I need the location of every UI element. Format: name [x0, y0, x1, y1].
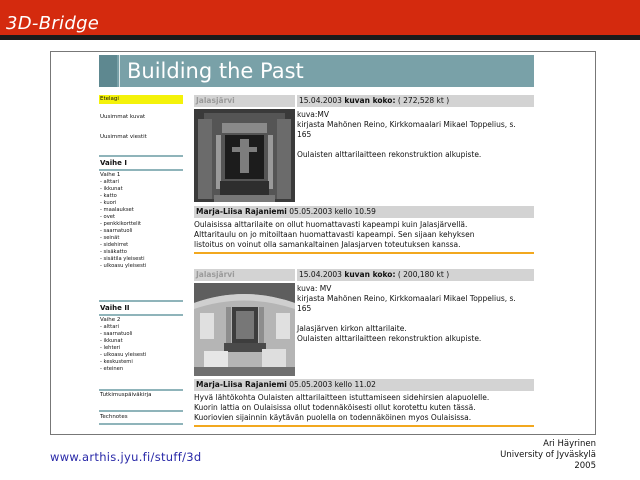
footer-url[interactable]: www.arthis.jyu.fi/stuff/3d [50, 450, 202, 464]
nav-divider [99, 410, 183, 412]
nav-item[interactable]: - katto [100, 193, 117, 199]
nav-item[interactable]: - sisäkatto [100, 249, 127, 255]
info-line: Oulaisten alttarilaitteen rekonstruktion alkupiste. [297, 334, 482, 343]
post-place-bar [194, 95, 295, 107]
year: 2005 [574, 461, 596, 471]
file-size: ( 272,528 kt ) [397, 96, 450, 105]
comment-header [196, 380, 376, 390]
info-line: kuva: MV [297, 284, 332, 293]
nav-link-phase2[interactable]: Vaihe 2 [100, 317, 121, 323]
university-name: University of Jyväskylä [500, 450, 596, 460]
info-line: Jalasjärven kirkon alttarilaite. [297, 324, 407, 333]
post-place[interactable]: Jalasjärvi [196, 270, 235, 279]
banner-accent [99, 55, 117, 87]
post-info [297, 284, 534, 344]
nav-item[interactable]: - eteinen [100, 366, 124, 372]
post-date: 15.04.2003 [299, 96, 342, 105]
nav-item[interactable]: - sidehirret [100, 242, 129, 248]
nav-item[interactable]: - kuori [100, 200, 117, 206]
comment-time-label: kello [334, 380, 353, 389]
nav-link-etelagi[interactable]: Etelagi [100, 96, 119, 102]
nav-link-latest-images[interactable]: Uusimmat kuvat [100, 114, 146, 120]
comment-header-bar [194, 379, 534, 391]
info-line: kirjasta Mahönen Reino, Kirkkomaalari Mikael Toppelius, s. [297, 294, 516, 303]
nav-item[interactable]: - seinät [100, 235, 120, 241]
nav-item[interactable]: - ulkoasu yleisesti [100, 352, 147, 358]
nav-item[interactable]: - ikkunat [100, 338, 123, 344]
post-place[interactable]: Jalasjärvi [196, 96, 235, 105]
post-meta [299, 96, 449, 106]
phase1-list [100, 179, 184, 270]
nav-link-latest-messages[interactable]: Uusimmat viestit [100, 134, 147, 140]
nav-divider [99, 389, 183, 391]
comment-line: Oulaisissa alttarilaite on ollut huomattavasti kapeampi kuin Jalasjärvellä. [194, 220, 468, 229]
header-strip [0, 35, 640, 40]
nav-item[interactable]: - maalaukset [100, 207, 134, 213]
comment-line: Alttaritaulu on jo mitoiltaan huomattavasti kapeampi. Sen sijaan kehyksen [194, 229, 475, 239]
comment-line: Kuoriovien sijainnin käytävän puolella on todennäköinen myos Oulaisissa. [194, 412, 472, 422]
site-title: Building the Past [127, 59, 304, 83]
nav-heading-phase1: Vaihe I [100, 159, 127, 167]
comment-line: Hyvä lähtökohta Oulaisten alttarilaitteen istuttamiseen sidehirsien alapuolelle. [194, 393, 490, 402]
post-place-bar [194, 269, 295, 281]
comment-time: 10.59 [354, 207, 376, 216]
nav-item[interactable]: - penkkikorttelit [100, 221, 142, 227]
comment-line: Kuorin lattia on Oulaisissa ollut todennäköisesti ollut korotettu kuten tässä. [194, 402, 476, 412]
info-spacer [297, 140, 534, 150]
nav-divider [99, 300, 183, 302]
nav-link-technotes[interactable]: Technotes [100, 414, 128, 420]
author-name: Ari Häyrinen [543, 439, 596, 449]
nav-divider [99, 155, 183, 157]
comment-header-bar [194, 206, 534, 218]
nav-item[interactable]: - saarnatuoli [100, 331, 133, 337]
slide-title: 3D-Bridge [6, 13, 100, 34]
nav-item[interactable]: - sisätila yleisesti [100, 256, 145, 262]
comment-time-label: kello [334, 207, 353, 216]
file-size: ( 200,180 kt ) [397, 270, 450, 279]
nav-item[interactable]: - ovet [100, 214, 115, 220]
nav-link-research-diary[interactable]: Tutkimuspäiväkirja [100, 392, 152, 398]
comment-header [196, 207, 376, 217]
church-interior-photo[interactable] [194, 283, 295, 376]
nav-divider [99, 314, 183, 316]
size-label: kuvan koko: [344, 96, 396, 105]
info-line: kirjasta Mahönen Reino, Kirkkomaalari Mikael Toppelius, s. [297, 120, 516, 129]
nav-item[interactable]: - keskustemi [100, 359, 133, 365]
comment-body [194, 220, 534, 249]
info-line: Oulaisten alttarilaitteen rekonstruktion alkupiste. [297, 150, 482, 159]
comment-body [194, 393, 534, 422]
slide-credit [500, 439, 596, 472]
sidebar-nav [99, 95, 183, 429]
nav-item[interactable]: - ikkunat [100, 186, 123, 192]
comment-author: Marja-Liisa Rajaniemi [196, 380, 287, 389]
size-label: kuvan koko: [344, 270, 396, 279]
altarpiece-photo[interactable] [194, 109, 295, 202]
post-separator [194, 425, 534, 427]
post-info [297, 110, 534, 160]
webpage-frame [50, 51, 596, 435]
comment-date: 05.05.2003 [289, 380, 333, 389]
info-line: kuva:MV [297, 110, 330, 119]
nav-divider [99, 423, 183, 425]
post-meta-bar [297, 269, 534, 281]
nav-divider [99, 169, 183, 171]
altarpiece-image [194, 109, 295, 202]
posts-column [194, 95, 534, 429]
comment-author: Marja-Liisa Rajaniemi [196, 207, 287, 216]
info-spacer [297, 314, 534, 324]
nav-item[interactable]: - ulkoasu yleisesti [100, 263, 147, 269]
nav-item[interactable]: - lehteri [100, 345, 121, 351]
post-meta-bar [297, 95, 534, 107]
nav-item[interactable]: - alttari [100, 179, 119, 185]
nav-heading-phase2: Vaihe II [100, 304, 130, 312]
post-meta [299, 270, 449, 280]
info-line: 165 [297, 304, 312, 313]
post-separator [194, 252, 534, 254]
site-banner [99, 55, 534, 87]
info-line: 165 [297, 130, 312, 139]
phase2-list [100, 324, 184, 373]
nav-item[interactable]: - alttari [100, 324, 119, 330]
comment-time: 11.02 [354, 380, 376, 389]
nav-item[interactable]: - saarnatuoli [100, 228, 133, 234]
church-interior-image [194, 283, 295, 376]
comment-line: listoitus on voinut olla samankaltainen Jalasjarven toteutuksen kanssa. [194, 239, 461, 249]
post-date: 15.04.2003 [299, 270, 342, 279]
banner-divider [119, 55, 120, 87]
comment-date: 05.05.2003 [289, 207, 333, 216]
nav-link-phase1[interactable]: Vaihe 1 [100, 172, 121, 178]
